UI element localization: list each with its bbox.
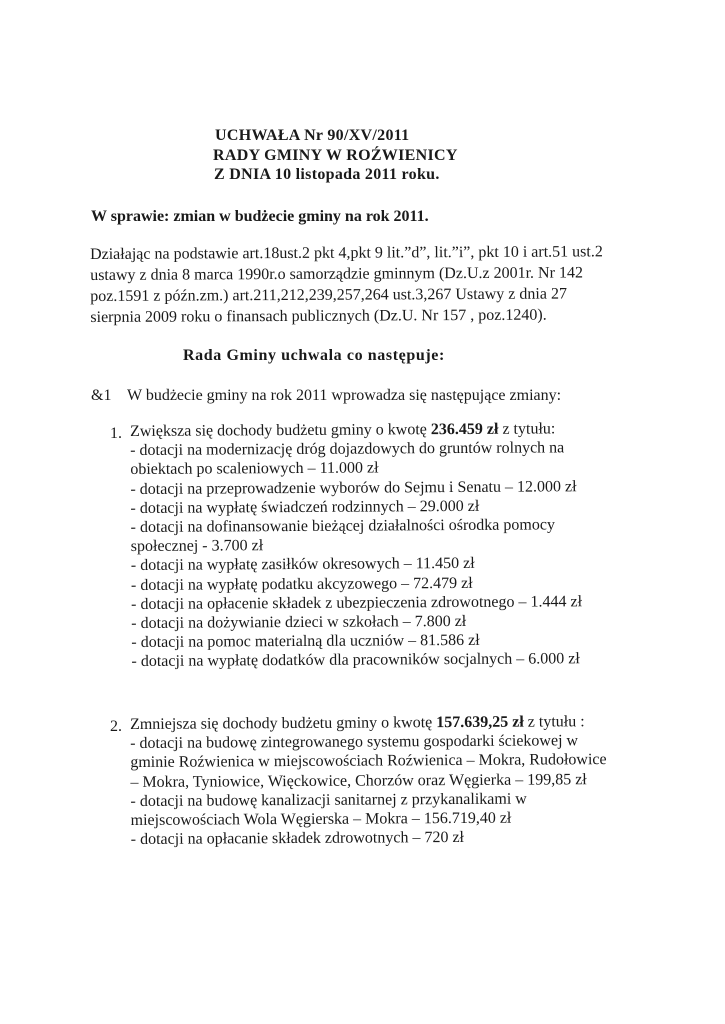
- resolution-number: UCHWAŁA Nr 90/XV/2011: [215, 127, 410, 144]
- point-1-line: - dotacji na modernizację dróg dojazdowych do gruntów rolnych na: [130, 439, 565, 460]
- legal-basis-line: Działając na podstawie art.18ust.2 pkt 4,pkt 9 lit.”d”, lit.”i”, pkt 10 i art.51 ust.2: [90, 243, 603, 263]
- point-2-line: miejscowościach Wola Węgierska – Mokra – 156.719,40 zł: [130, 809, 512, 830]
- point-2-line: - dotacji na opłacanie składek zdrowotnych – 720 zł: [130, 829, 465, 849]
- point-1-line: społecznej - 3.700 zł: [130, 537, 264, 556]
- point-1-line: - dotacji na przeprowadzenie wyborów do Sejmu i Senatu – 12.000 zł: [130, 477, 577, 498]
- section-marker: &1: [91, 387, 112, 404]
- point-1-line: - dotacji na wypłatę podatku akcyzowego – 72.479 zł: [130, 574, 473, 594]
- point-1-line: - dotacji na dożywianie dzieci w szkołach – 7.800 zł: [131, 612, 467, 633]
- point-1-line: - dotacji na opłacenie składek z ubezpieczenia zdrowotnego – 1.444 zł: [131, 593, 583, 613]
- point-2-line: - dotacji na budowę kanalizacji sanitarnej z przykanalikami w: [130, 790, 527, 810]
- point-2-line: - dotacji na budowę zintegrowanego systemu gospodarki ściekowej w: [130, 732, 579, 753]
- point-2-number: 2.: [110, 718, 122, 735]
- legal-basis: [90, 241, 603, 328]
- point-1: [130, 419, 582, 671]
- resolution-heading: Rada Gminy uchwala co następuje:: [183, 347, 445, 364]
- council-name: RADY GMINY W ROŹWIENICY: [213, 147, 458, 164]
- point-2-line: gminie Roźwienica w miejscowościach Roźwienica – Mokra, Rudołowice: [130, 751, 607, 772]
- point-1-amount: 236.459 zł: [430, 420, 499, 439]
- legal-basis-line: poz.1591 z późn.zm.) art.211,212,239,257,264 ust.3,267 Ustawy z dnia 27: [90, 285, 567, 305]
- point-2-line: – Mokra, Tyniowice, Więckowice, Chorzów oraz Węgierka – 199,85 zł: [130, 770, 587, 791]
- point-1-line: - dotacji na pomoc materialną dla uczniów – 81.586 zł: [131, 632, 480, 652]
- point-2-amount: 157.639,25 zł: [436, 713, 524, 732]
- point-1-intro-suffix: z tytułu:: [502, 420, 556, 438]
- point-2-intro-suffix: z tytułu :: [527, 713, 585, 731]
- section-text: W budżecie gminy na rok 2011 wprowadza się następujące zmiany:: [127, 387, 562, 404]
- point-1-line: obiektach po scaleniowych – 11.000 zł: [130, 459, 379, 479]
- point-1-number: 1.: [110, 425, 122, 442]
- legal-basis-line: sierpnia 2009 roku o finansach publicznych (Dz.U. Nr 157 , poz.1240).: [90, 306, 547, 326]
- point-1-line: - dotacji na wypłatę świadczeń rodzinnych – 29.000 zł: [130, 497, 480, 517]
- point-1-line: - dotacji na dofinansowanie bieżącej działalności ośrodka pomocy: [130, 516, 555, 537]
- point-1-line: - dotacji na wypłatę zasiłków okresowych – 11.450 zł: [130, 555, 475, 575]
- resolution-date: Z DNIA 10 listopada 2011 roku.: [214, 166, 440, 183]
- point-2: [130, 712, 607, 849]
- subject-line: W sprawie: zmian w budżecie gminy na rok 2011.: [91, 208, 429, 225]
- point-2-intro-text: Zmniejsza się dochody budżetu gminy o kwotę: [130, 714, 433, 733]
- point-1-line: - dotacji na wypłatę dodatków dla pracowników socjalnych – 6.000 zł: [131, 650, 580, 671]
- legal-basis-line: ustawy z dnia 8 marca 1990r.o samorządzie gminnym (Dz.U.z 2001r. Nr 142: [90, 264, 583, 284]
- point-1-intro-text: Zwiększa się dochody budżetu gminy o kwotę: [130, 421, 427, 440]
